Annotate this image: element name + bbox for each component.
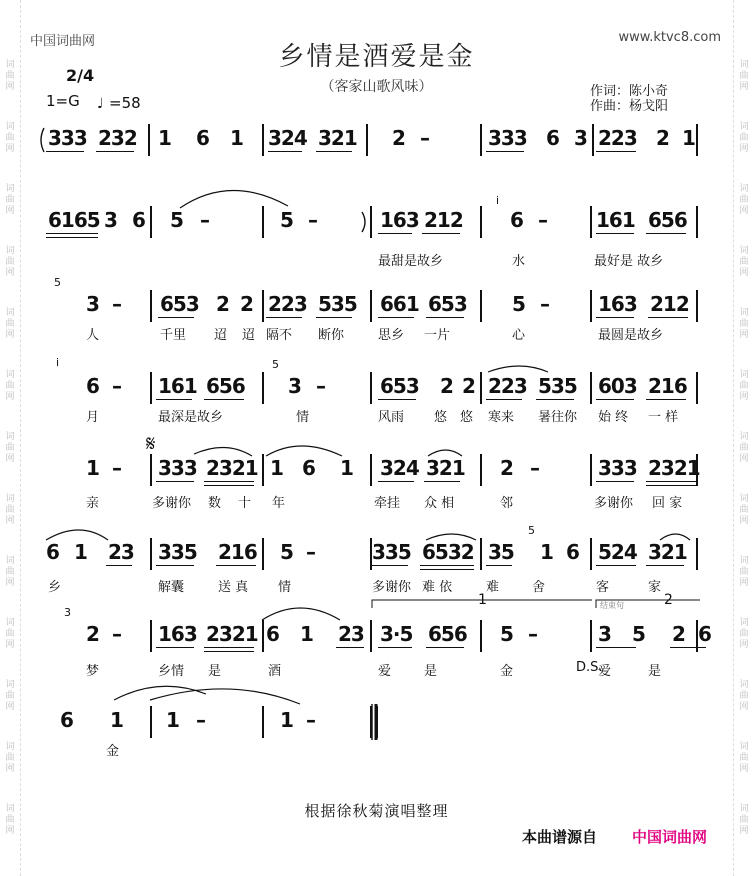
score-subtitle: （客家山歌风味） [320,79,433,95]
lyric-5-0: 乡 [48,580,62,595]
note-0-11: 3 [574,126,587,150]
note-6-4: 6 [266,622,279,646]
lyric-1-1: 水 [512,254,526,269]
slur [428,450,462,456]
note-3-6: 653 [380,374,419,398]
lyric-4-8: 多谢你 [594,496,634,511]
watermark-text: 词 曲 网 [739,680,749,712]
watermark-text: 词 曲 网 [739,246,749,278]
lyric-4-9: 回 家 [652,496,683,511]
slur [262,608,340,620]
slur [150,689,300,704]
note-6-11: 3 [598,622,611,646]
watermark-text: 词 曲 网 [739,804,749,836]
note-5-4: 216 [218,540,257,564]
lyric-6-7: D.S. [576,660,603,675]
note-3-3: 656 [206,374,245,398]
note-2-4: 2 [240,292,253,316]
slur [266,446,342,456]
lyric-6-0: 梦 [86,664,100,679]
note-4-6: 1 [340,456,353,480]
lyric-5-7: 舍 [532,580,546,595]
watermark-text: 词 曲 网 [739,494,749,526]
slur [180,190,288,208]
note-4-9: 2 [500,456,513,480]
lyric-1-0: 最甜是故乡 [378,254,444,269]
lyric-2-0: 人 [86,328,100,343]
grace-note-mark: i [56,356,60,369]
lyric-3-4: 悠 [434,410,448,425]
note-6-10: – [528,622,537,646]
lyric-3-3: 风雨 [378,410,405,425]
note-1-5: 5 [280,208,293,232]
note-0-1: 232 [98,126,137,150]
lyric-3-9: 一 样 [648,410,679,425]
lyric-3-6: 寒来 [488,410,515,425]
lyric-5-8: 客 [596,580,610,595]
lyric-2-6: 思乡 [378,328,405,343]
note-2-6: 535 [318,292,357,316]
grace-note-mark: 5 [272,358,279,371]
volta-2-text: 结束句 [600,601,624,610]
watermark-text: 词 曲 网 [739,618,749,650]
source-note: 根据徐秋菊演唱整理 [304,802,449,820]
note-4-7: 324 [380,456,419,480]
lyric-7-0: 金 [106,744,120,759]
note-4-5: 6 [302,456,315,480]
note-4-11: 333 [598,456,637,480]
lyric-4-1: 多谢你 [152,496,192,511]
note-2-8: 653 [428,292,467,316]
time-signature: 2/4 [66,66,95,85]
note-6-9: 5 [500,622,513,646]
note-6-13: 2 [672,622,685,646]
repeat-close-icon [362,212,365,232]
note-7-2: 1 [166,708,179,732]
lyric-5-4: 多谢你 [372,580,412,595]
note-3-0: 6 [86,374,99,398]
note-1-6: – [308,208,317,232]
note-3-1: – [112,374,121,398]
lyric-4-6: 众 相 [424,496,455,511]
note-4-12: 2321 [648,456,700,480]
note-4-8: 321 [426,456,465,480]
volta-2-bracket [596,600,700,608]
slur [46,530,108,540]
note-2-5: 223 [268,292,307,316]
lyric-2-4: 隔不 [266,328,293,343]
note-1-8: 212 [424,208,463,232]
note-0-8: – [420,126,429,150]
lyric-3-7: 暑往你 [538,410,578,425]
note-6-2: 163 [158,622,197,646]
note-0-2: 1 [158,126,171,150]
quarter-note-icon: ♩ [97,96,104,112]
watermark-text: 词 曲 网 [739,308,749,340]
note-5-6: – [306,540,315,564]
site-url[interactable]: www.ktvc8.com [618,30,721,45]
watermark-text: 词 曲 网 [5,680,15,712]
composer: 作曲：杨戈阳 [590,99,669,114]
watermark-text: 词 曲 网 [5,246,15,278]
watermark-text: 词 曲 网 [5,308,15,340]
watermark-text: 词 曲 网 [739,742,749,774]
note-1-1: 3 [104,208,117,232]
slur [194,447,252,456]
lyric-6-9: 是 [648,664,662,679]
note-3-8: 2 [462,374,475,398]
slur [488,366,548,372]
watermark-text: 词 曲 网 [5,184,15,216]
note-4-2: 333 [158,456,197,480]
note-0-12: 223 [598,126,637,150]
grace-note-mark: i [496,194,500,207]
note-0-0: 333 [48,126,87,150]
lyric-3-5: 悠 [460,410,474,425]
note-7-4: 1 [280,708,293,732]
note-0-10: 6 [546,126,559,150]
slur [114,686,206,700]
note-5-10: 1 [540,540,553,564]
note-5-12: 524 [598,540,637,564]
note-5-5: 5 [280,540,293,564]
note-3-7: 2 [440,374,453,398]
tempo-value: =58 [109,94,141,112]
note-1-10: – [538,208,547,232]
lyric-2-9: 最圆是故乡 [598,328,664,343]
note-1-2: 6 [132,208,145,232]
watermark-text: 词 曲 网 [5,370,15,402]
note-0-7: 2 [392,126,405,150]
lyric-3-8: 始 终 [598,410,629,425]
repeat-open-icon [41,128,44,152]
watermark-text: 词 曲 网 [739,184,749,216]
note-6-8: 656 [428,622,467,646]
note-2-7: 661 [380,292,419,316]
slur [660,534,690,540]
note-7-1: 1 [110,708,123,732]
lyric-4-4: 年 [272,496,286,511]
note-0-9: 333 [488,126,527,150]
grace-note-mark: 5 [528,524,535,537]
note-4-0: 1 [86,456,99,480]
lyric-5-9: 家 [648,580,662,595]
note-0-6: 321 [318,126,357,150]
watermark-text: 词 曲 网 [5,432,15,464]
note-5-8: 6532 [422,540,474,564]
lyric-6-1: 乡情 [158,664,185,679]
lyric-6-4: 爱 [378,664,392,679]
lyric-2-2: 迢 [214,328,228,343]
lyric-2-7: 一片 [424,328,451,343]
watermark-text: 词 曲 网 [5,122,15,154]
lyric-5-6: 难 [486,580,500,595]
note-1-4: – [200,208,209,232]
note-5-0: 6 [46,540,59,564]
note-7-3: – [196,708,205,732]
watermark-text: 词 曲 网 [5,494,15,526]
note-7-0: 6 [60,708,73,732]
note-5-9: 35 [488,540,514,564]
lyric-5-2: 送 真 [218,580,249,595]
watermark-text: 词 曲 网 [739,122,749,154]
brand-label: 中国词曲网 [30,34,96,49]
note-6-1: – [112,622,121,646]
volta-2-label: 2 [664,592,673,608]
lyric-3-2: 情 [296,410,310,425]
lyric-2-8: 心 [512,328,526,343]
note-3-5: – [316,374,325,398]
key-signature: 1=G [46,92,80,110]
note-5-11: 6 [566,540,579,564]
note-1-12: 656 [648,208,687,232]
note-5-2: 23 [108,540,134,564]
watermark-text: 词 曲 网 [739,370,749,402]
lyric-6-8: 爱 [598,664,612,679]
note-0-5: 324 [268,126,307,150]
grace-note-mark: 3 [64,606,71,619]
watermark-text: 词 曲 网 [5,742,15,774]
note-0-14: 1 [682,126,695,150]
note-0-13: 2 [656,126,669,150]
note-2-11: 163 [598,292,637,316]
note-4-1: – [112,456,121,480]
note-6-6: 23 [338,622,364,646]
note-2-12: 212 [650,292,689,316]
note-2-10: – [540,292,549,316]
note-1-9: 6 [510,208,523,232]
segno-icon: 𝄋 [146,432,156,457]
note-1-0: 6165 [48,208,100,232]
lyric-2-1: 千里 [160,328,187,343]
lyric-2-3: 迢 [242,328,256,343]
lyric-5-1: 解囊 [158,580,185,595]
note-3-9: 223 [488,374,527,398]
note-2-2: 653 [160,292,199,316]
watermark-text: 词 曲 网 [739,556,749,588]
score-title: 乡情是酒爱是金 [278,42,475,72]
note-6-7: 3·5 [380,622,413,646]
lyric-4-0: 亲 [86,496,100,511]
note-1-7: 163 [380,208,419,232]
lyric-5-5: 难 依 [422,580,453,595]
note-6-5: 1 [300,622,313,646]
lyric-4-7: 邻 [500,496,514,511]
note-6-0: 2 [86,622,99,646]
lyric-3-1: 最深是故乡 [158,410,224,425]
note-2-9: 5 [512,292,525,316]
note-5-7: 335 [372,540,411,564]
watermark-text: 词 曲 网 [5,804,15,836]
lyric-4-2: 数 [208,496,222,511]
lyric-6-3: 酒 [268,664,282,679]
lyric-2-5: 断你 [318,328,345,343]
note-5-3: 335 [158,540,197,564]
lyric-4-3: 十 [238,496,252,511]
note-2-0: 3 [86,292,99,316]
note-3-12: 216 [648,374,687,398]
note-4-4: 1 [270,456,283,480]
note-6-14: 6 [698,622,711,646]
note-3-10: 535 [538,374,577,398]
watermark-text: 词 曲 网 [5,618,15,650]
note-5-1: 1 [74,540,87,564]
note-0-3: 6 [196,126,209,150]
lyric-6-6: 金 [500,664,514,679]
watermark-text: 词 曲 网 [5,60,15,92]
note-1-3: 5 [170,208,183,232]
note-4-10: – [530,456,539,480]
note-2-1: – [112,292,121,316]
footer-brand[interactable]: 中国词曲网 [632,828,708,846]
footer-note: 本曲谱源自 [522,828,598,846]
grace-note-mark: 5 [54,276,61,289]
note-3-4: 3 [288,374,301,398]
watermark-text: 词 曲 网 [739,60,749,92]
slur [426,534,476,540]
lyricist: 作词：陈小奇 [590,84,669,99]
watermark-text: 词 曲 网 [739,432,749,464]
note-4-3: 2321 [206,456,258,480]
note-5-13: 321 [648,540,687,564]
note-1-11: 161 [596,208,635,232]
lyric-6-5: 是 [424,664,438,679]
note-7-5: – [306,708,315,732]
volta-1-bracket [372,600,592,608]
note-6-3: 2321 [206,622,258,646]
watermark-text: 词 曲 网 [5,556,15,588]
note-3-11: 603 [598,374,637,398]
lyric-4-5: 牵挂 [374,496,401,511]
note-6-12: 5 [632,622,645,646]
note-2-3: 2 [216,292,229,316]
lyric-1-2: 最好是 故乡 [594,254,664,269]
note-0-4: 1 [230,126,243,150]
volta-1-label: 1 [478,592,487,608]
lyric-3-0: 月 [86,410,100,425]
lyric-6-2: 是 [208,664,222,679]
note-3-2: 161 [158,374,197,398]
lyric-5-3: 情 [278,580,292,595]
